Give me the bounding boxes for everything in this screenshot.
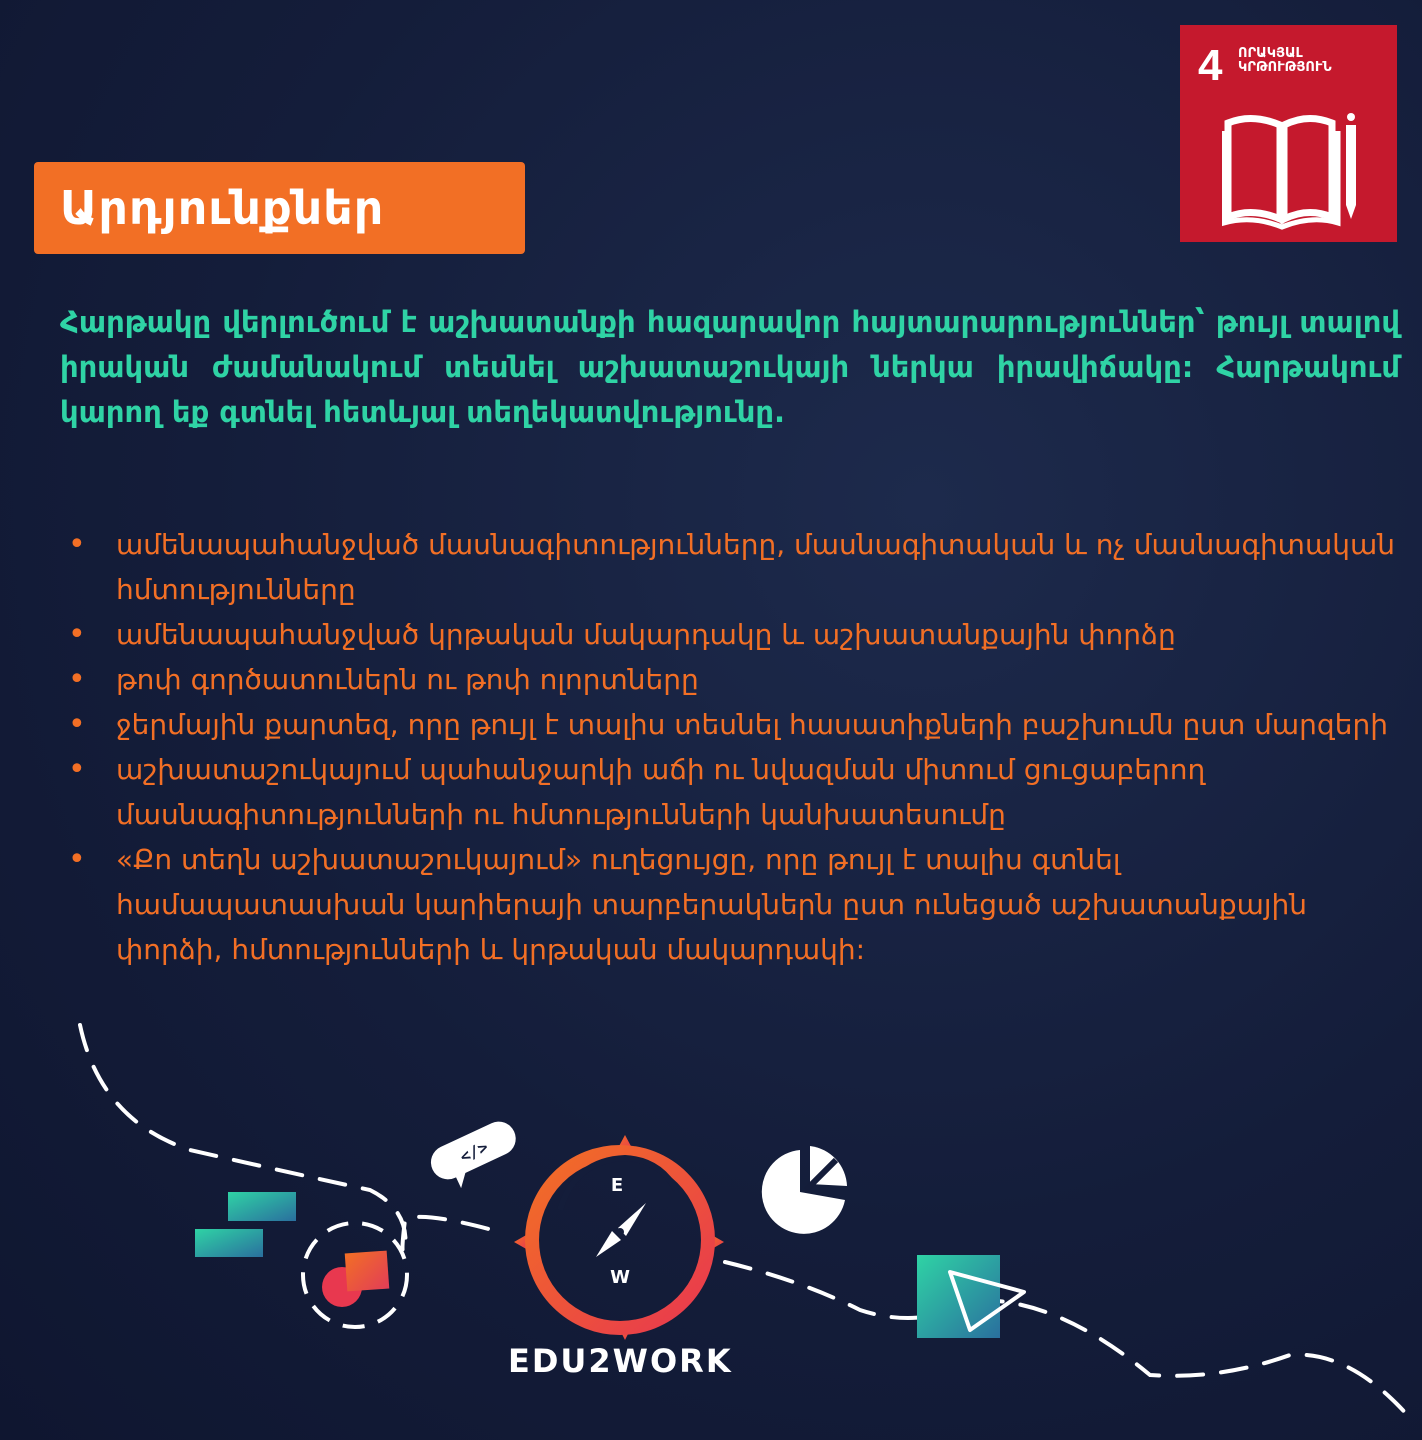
- teal-bar-icon: [228, 1192, 296, 1221]
- list-item: • «Քո տեղն աշխատաշուկայում» ուղեցույցը, որը թույլ է տալիս գտնել համապատասխան կարիերայի տարբերակներն ըստ ունեցած աշխատանքային փորձի, հմտությունների և կրթական մակարդակի:: [60, 837, 1410, 972]
- code-bubble-icon: [425, 1116, 526, 1196]
- compass-west-label: W: [610, 1267, 630, 1288]
- brand-logo-text: EDU2WORK: [508, 1342, 733, 1380]
- list-item: • ամենապահանջված մասնագիտությունները, մասնագիտական և ոչ մասնագիտական հմտությունները: [60, 522, 1410, 612]
- code-bubble-text: </>: [456, 1137, 492, 1167]
- sdg-number: 4: [1198, 41, 1223, 90]
- list-item: • թոփ գործատուներն ու թոփ ոլորտները: [60, 657, 1410, 702]
- section-title-box: [34, 162, 525, 254]
- list-item: • ջերմային քարտեզ, որը թույլ է տալիս տեսնել հասատիքների բաշխումն ըստ մարզերի: [60, 702, 1410, 747]
- sdg-label: ՈՐԱԿՅԱԼ ԿՐԹՈՒԹՅՈՒՆ: [1238, 46, 1332, 75]
- compass-east-label: E: [610, 1175, 624, 1196]
- orange-square-icon: [345, 1251, 390, 1292]
- book-pencil-icon: [1222, 111, 1362, 231]
- intro-paragraph: Հարթակը վերլուծում է աշխատանքի հազարավոր հայտարարություններ՝ թույլ տալով իրական ժամանակում տեսնել աշխատաշուկայի ներկա իրավիճակը: Հարթակում կարող եք գտնել հետևյալ տեղեկատվությունը.: [60, 305, 1400, 429]
- list-item: • աշխատաշուկայում պահանջարկի աճի ու նվազման միտում ցուցաբերող մասնագիտությունների ու հմտությունների կանխատեսումը: [60, 747, 1410, 837]
- section-title: Արդյունքներ: [60, 181, 385, 235]
- pie-chart-icon: [762, 1146, 847, 1234]
- features-list: [60, 522, 1410, 972]
- dashed-path: [725, 1262, 1410, 1418]
- list-item: • ամենապահանջված կրթական մակարդակը և աշխատանքային փորձը: [60, 612, 1410, 657]
- compass-icon: [514, 1135, 724, 1340]
- sdg-4-badge: [1180, 25, 1397, 242]
- teal-bar-icon: [195, 1229, 263, 1257]
